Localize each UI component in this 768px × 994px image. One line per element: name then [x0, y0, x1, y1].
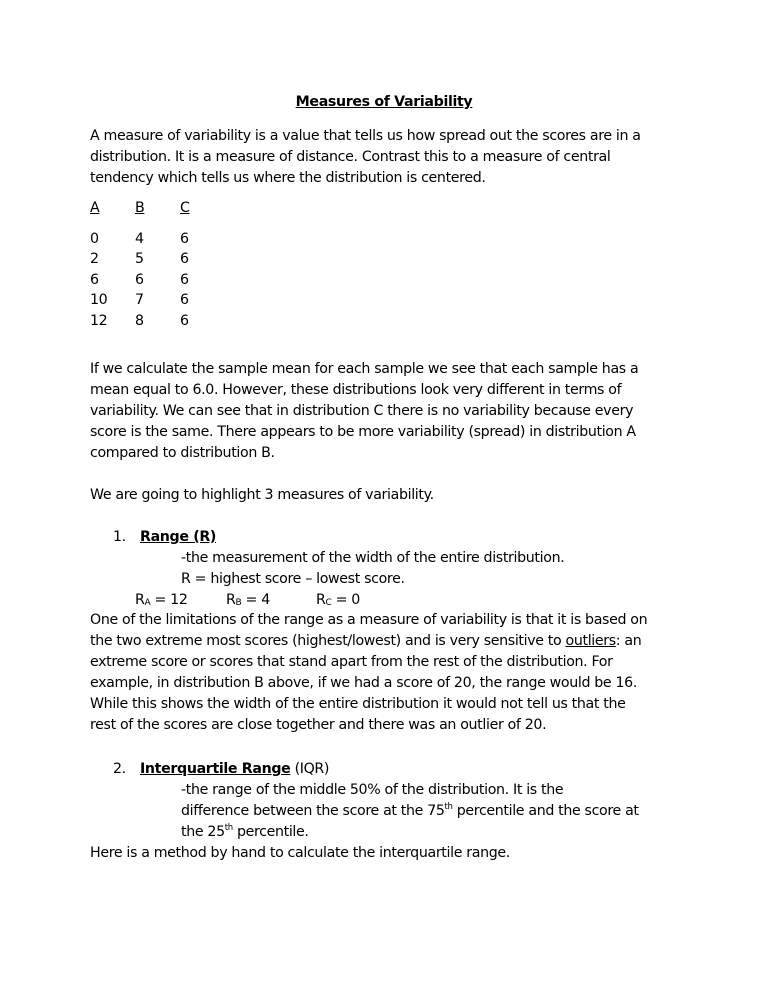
range-subscript: C: [325, 598, 332, 608]
highlight-sentence: We are going to highlight 3 measures of variability.: [90, 487, 434, 503]
text-span: percentile and the score at: [452, 803, 639, 819]
table-cell: 7: [135, 292, 144, 308]
table-cell: 6: [180, 292, 189, 308]
table-cell: 8: [135, 312, 144, 329]
iqr-definition-line: [181, 801, 639, 822]
paragraph-line: [90, 631, 690, 652]
table-cell: 2: [90, 251, 99, 267]
paragraph-line: extreme score or scores that stand apart from the rest of the distribution. For: [90, 654, 613, 670]
intro-line: distribution. It is a measure of distance. Contrast this to a measure of central: [90, 149, 611, 165]
table-cell: 6: [135, 271, 144, 288]
range-value: = 0: [331, 592, 360, 608]
column-header: C: [180, 200, 190, 216]
range-letter: R: [226, 592, 236, 608]
table-cell: 6: [180, 230, 189, 247]
column-header: B: [135, 200, 145, 216]
range-value: = 4: [241, 592, 270, 608]
page-title: Measures of Variability: [295, 94, 473, 110]
superscript: th: [224, 823, 233, 833]
text-span: the two extreme most scores (highest/lowest) and is very sensitive to: [90, 633, 566, 649]
column-c: [180, 198, 190, 331]
text-span: : an: [615, 633, 642, 649]
text-span: the 25: [181, 824, 225, 840]
outliers-term: outliers: [565, 633, 616, 649]
iqr-heading-line: [140, 759, 329, 780]
paragraph-line: example, in distribution B above, if we had a score of 20, the range would be 16.: [90, 675, 637, 691]
range-subscript: B: [235, 598, 242, 608]
paragraph-line: One of the limitations of the range as a measure of variability is that it is based on: [90, 612, 648, 628]
paragraph-line: score is the same. There appears to be more variability (spread) in distribution A: [90, 424, 636, 440]
list-number: 2.: [113, 761, 126, 777]
paragraph-line: If we calculate the sample mean for each sample we see that each sample has a: [90, 361, 639, 377]
text-span: percentile.: [232, 824, 309, 840]
table-cell: 10: [90, 292, 108, 308]
table-cell: 12: [90, 312, 108, 329]
limitations-paragraph: [90, 610, 690, 736]
range-heading: Range (R): [140, 529, 217, 545]
paragraph-line: mean equal to 6.0. However, these distributions look very different in terms of: [90, 382, 622, 398]
range-value: = 12: [150, 592, 188, 608]
list-number: 1.: [113, 529, 126, 545]
iqr-abbreviation: (IQR): [290, 761, 330, 777]
paragraph-line: variability. We can see that in distribution C there is no variability because every: [90, 403, 634, 419]
table-cell: 5: [135, 251, 144, 267]
superscript: th: [444, 802, 453, 812]
text-span: difference between the score at the 75: [181, 803, 445, 819]
column-a: [90, 198, 107, 331]
iqr-definition-line: [181, 822, 309, 843]
table-cell: 4: [135, 230, 144, 247]
range-definition: -the measurement of the width of the entire distribution.: [181, 550, 565, 566]
table-cell: 6: [180, 251, 189, 267]
intro-line: A measure of variability is a value that tells us how spread out the scores are in a: [90, 128, 641, 144]
iqr-heading: Interquartile Range: [140, 761, 291, 777]
mean-paragraph: [90, 359, 690, 464]
range-letter: R: [316, 592, 326, 608]
closing-sentence: Here is a method by hand to calculate the interquartile range.: [90, 845, 510, 861]
iqr-definition-line: -the range of the middle 50% of the distribution. It is the: [181, 782, 564, 798]
column-b: [135, 198, 144, 331]
range-letter: R: [135, 592, 145, 608]
table-cell: 6: [180, 271, 189, 288]
paragraph-line: While this shows the width of the entire distribution it would not tell us that the: [90, 696, 626, 712]
paragraph-line: rest of the scores are close together and there was an outlier of 20.: [90, 717, 547, 733]
range-formula: R = highest score – lowest score.: [181, 571, 405, 587]
table-cell: 6: [90, 271, 99, 288]
range-subscript: A: [144, 598, 151, 608]
table-cell: 0: [90, 230, 99, 247]
table-cell: 6: [180, 312, 189, 329]
paragraph-line: compared to distribution B.: [90, 445, 275, 461]
intro-line: tendency which tells us where the distribution is centered.: [90, 170, 486, 186]
intro-paragraph: [90, 126, 690, 189]
column-header: A: [90, 200, 100, 216]
